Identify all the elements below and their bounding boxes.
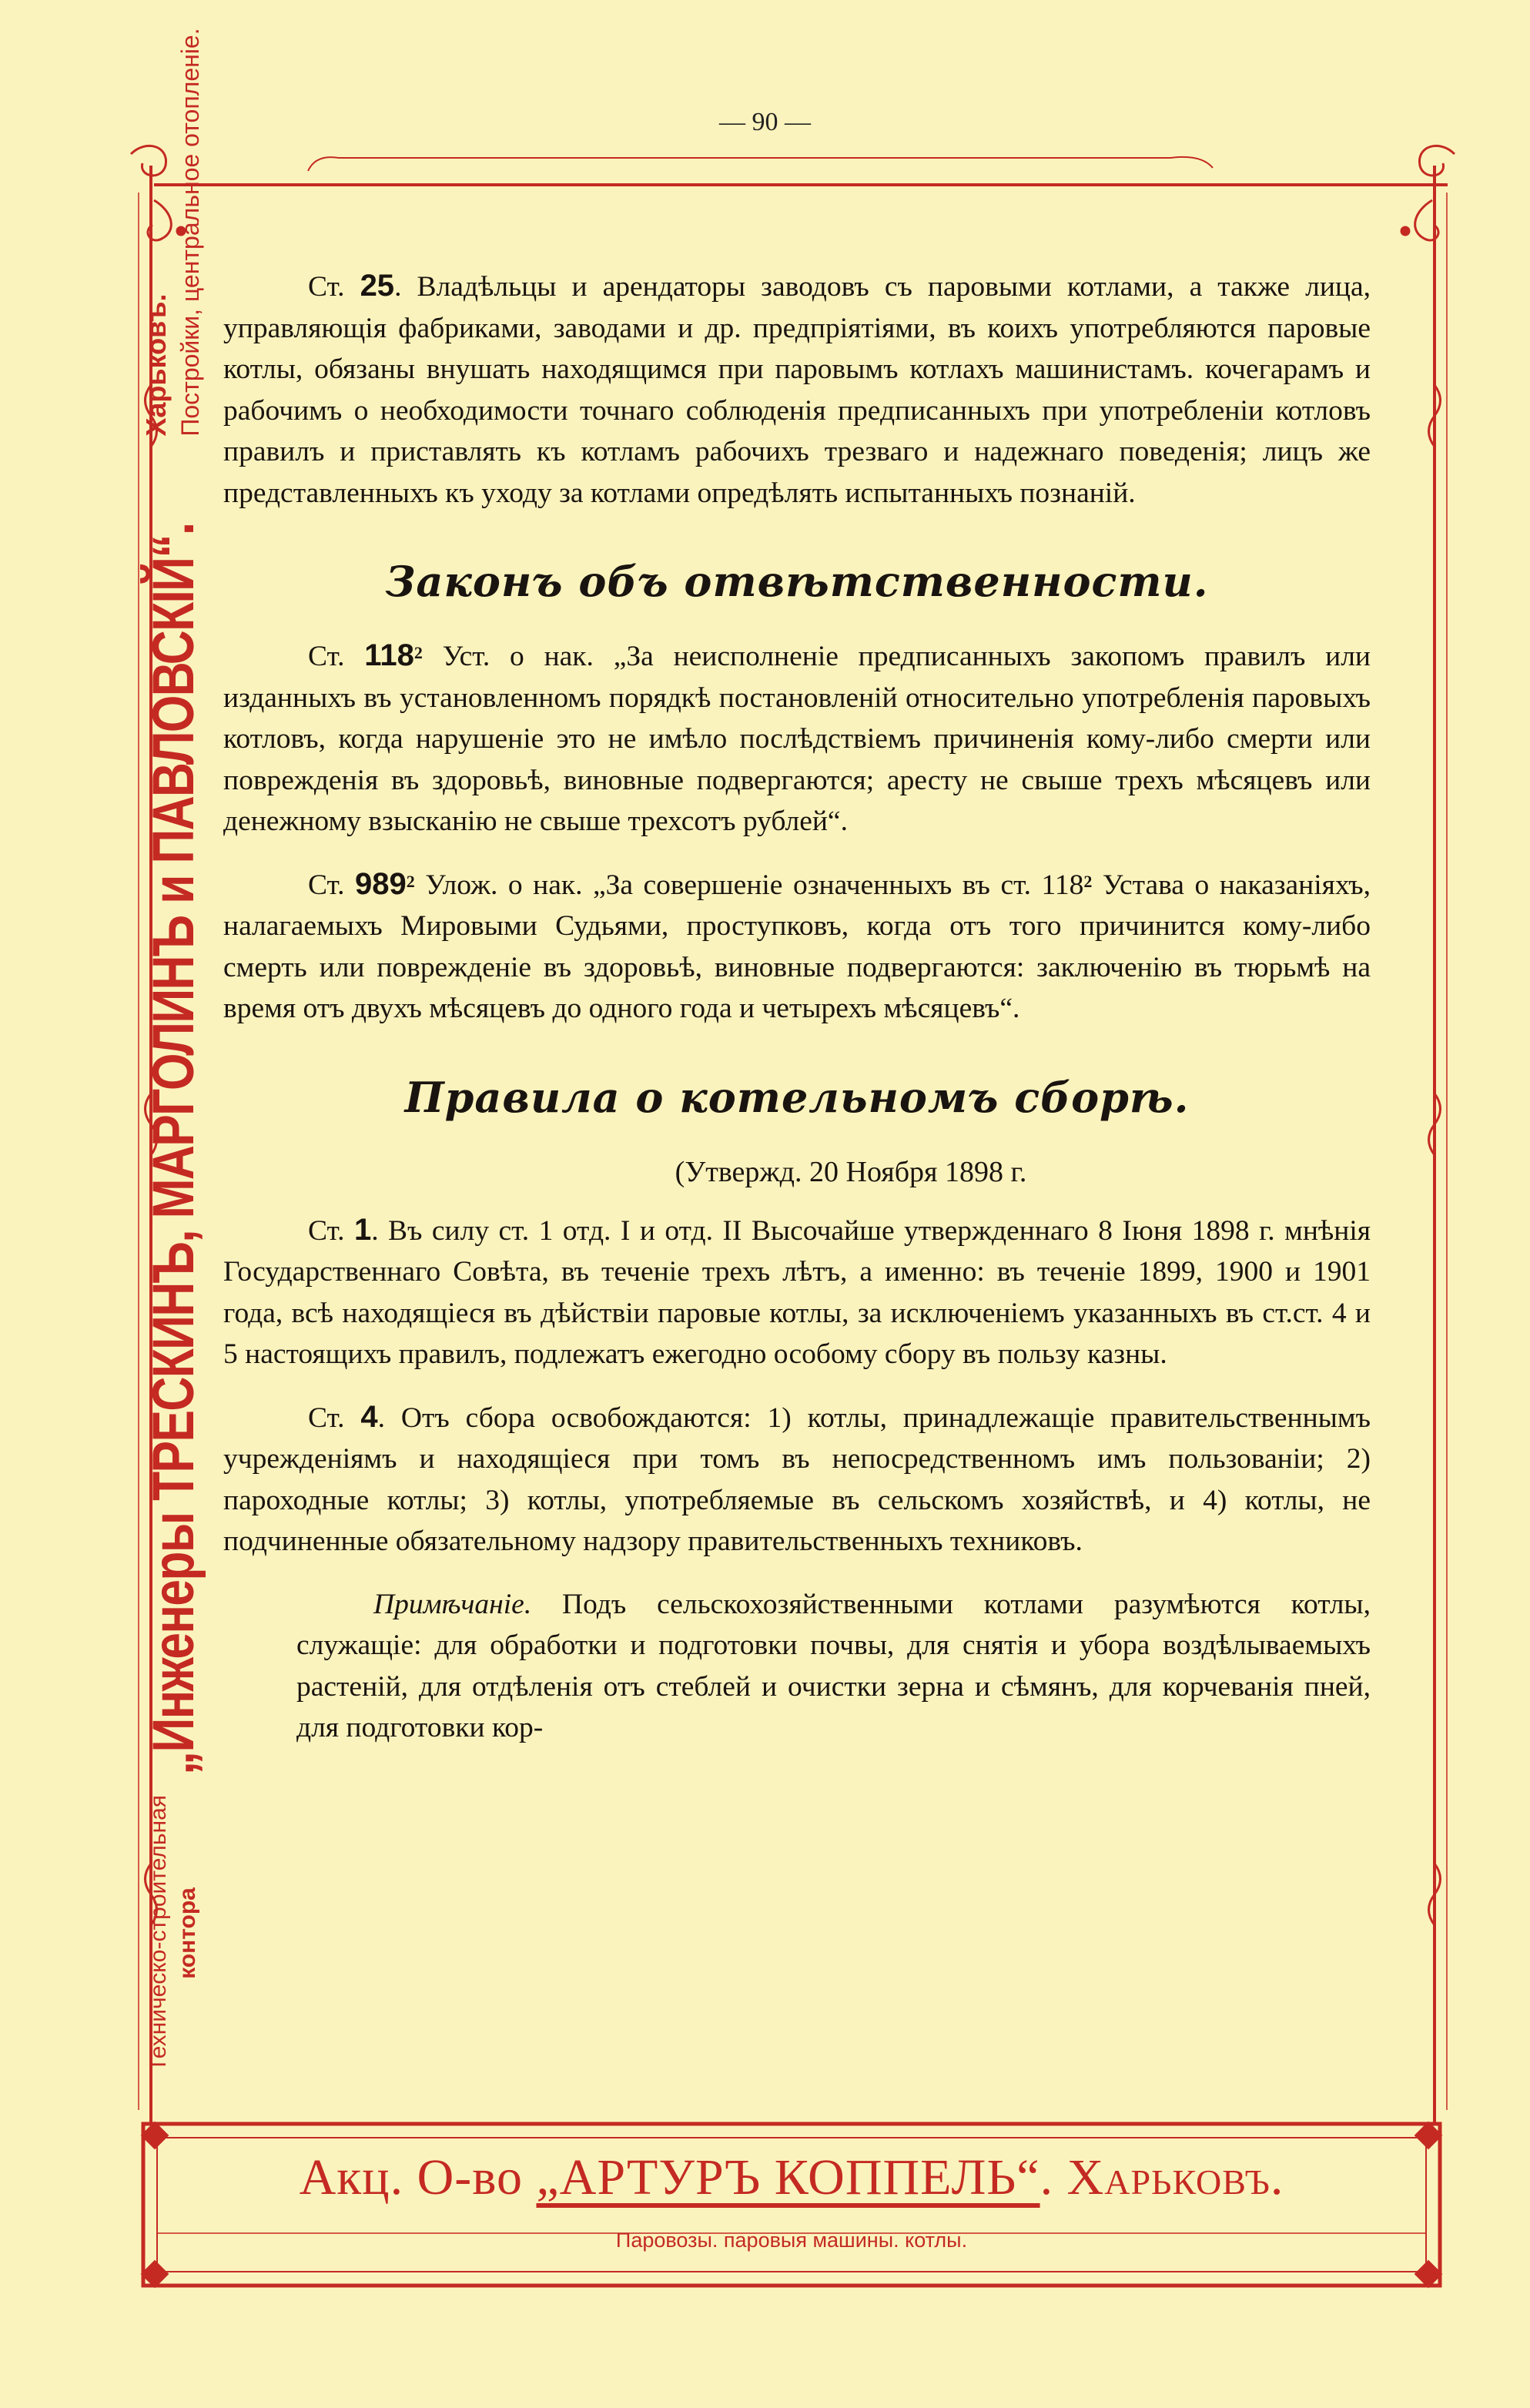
article-118: Ст. $118^2$ Уст. о нак. „За неисполненіе предписанныхъ закопомъ правилъ или изданныхъ въ установленномъ порядкѣ постановленій относительно употребленія паровыхъ котловъ, когда нарушеніе это не имѣло послѣдствіемъ причиненія кому-либо смерти или поврежденія въ здоровьѣ, виновные подвергаются; аресту не свыше трехъ мѣсяцевъ или денежному взысканію не свыше трехсотъ рублей“.: [223, 638, 1371, 837]
side-ad-firm-name: „Инженеры ТРЕСКИНЪ, МАРГОЛИНЪ и ПАВЛОВСКІЙ“.: [140, 523, 206, 1775]
bottom-ad-products: Паровозы. паровыя машины. котлы.: [615, 2229, 968, 2252]
article-25: Ст. 25. Владѣльцы и арендаторы заводовъ съ паровыми котлами, а также лица, управляющія фабриками, заводами и др. предпріятіями, въ коихъ употребляются паровые котлы, обязаны внушать находящимся при паровымъ котлахъ машинистамъ. кочегарамъ и рабочимъ о необходимости точнаго соблюденія предписанныхъ при употребленіи котловъ правилъ и приставлять къ котламъ рабочихъ трезваго и надежнаго поведенія; лицъ же представленныхъ къ уходу за котлами опредѣлять испытанныхъ познаній.: [223, 269, 1371, 509]
note-agricultural-boilers: Примѣчаніе. Подъ сельскохозяйственными котлами разумѣются котлы, служащіе: для обработки и подготовки почвы, для снятія и убора воздѣлываемыхъ растеній, для отдѣленія отъ стеблей и очистки зерна и сѣмянъ, для корчеванія пней, для подготовки кор-: [296, 1588, 1371, 1743]
page-number: — 90 —: [719, 108, 811, 136]
article-989: Ст. $989^2$ Улож. о нак. „За совершеніе означенныхъ въ ст. $118^2$ Устава о наказаніяхъ, налагаемыхъ Мировыми Судьями, проступковъ, когда отъ того причинится кому-либо смерть или поврежденіе въ здоровьѣ, виновные подвергаются: заключенію въ тюрьмѣ на время отъ двухъ мѣсяцевъ до одного года и четырехъ мѣсяцевъ“.: [223, 866, 1371, 1024]
side-advertisement: [127, 28, 219, 2071]
side-ad-office-label: Техническо-строительная контора: [146, 1794, 200, 2071]
article-1: Ст. 1. Въ силу ст. 1 отд. I и отд. II Высочайше утвержденнаго 8 Іюня 1898 г. мнѣнія Государственнаго Совѣта, въ теченіе трехъ лѣтъ, а именно: въ теченіе 1899, 1900 и 1901 года, всѣ находящіеся въ дѣйствіи паровые котлы, за исключеніемъ указанныхъ въ ст.ст. 4 и 5 настоящихъ правилъ, подлежатъ ежегодно особому сбору въ пользу казны.: [223, 1212, 1371, 1370]
bottom-advertisement: [143, 2124, 1440, 2286]
heading-liability-law: Законъ объ отвѣтственности.: [385, 557, 1209, 606]
bottom-ad-title: Акц. О-во „АРТУРЪ КОППЕЛЬ“. Харьковъ.: [299, 2149, 1284, 2205]
main-text: [223, 266, 1371, 1749]
rules-approval-date: (Утвержд. 20 Ноября 1898 г.: [675, 1155, 1027, 1188]
side-ad-details: Харьковъ. Постройки, центральное отопленіе.: [140, 28, 204, 437]
heading-boiler-levy-rules: Правила о котельномъ сборѣ.: [404, 1072, 1190, 1122]
article-4: Ст. 4. Отъ сбора освобождаются: 1) котлы, принадлежащіе правительственнымъ учрежденіямъ и находящіеся при томъ въ непосредственномъ имъ пользованіи; 2) пароходные котлы; 3) котлы, употребляемые въ сельскомъ хозяйствѣ, и 4) котлы, не подчиненные обязательному надзору правительственныхъ техниковъ.: [223, 1399, 1371, 1557]
